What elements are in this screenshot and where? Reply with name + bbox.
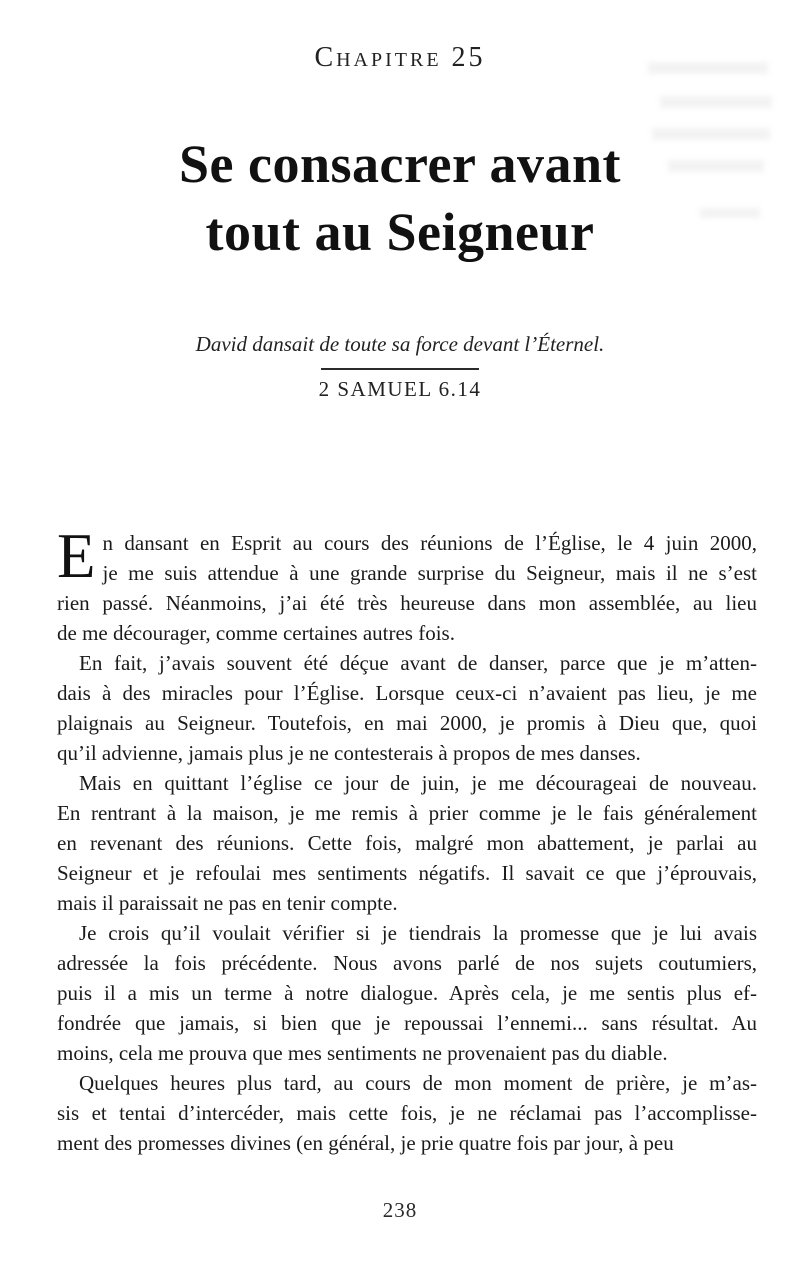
body-line: Mais en quittant l’église ce jour de juin, je me décourageai de nouveau. xyxy=(79,771,757,795)
body-line: adressée la fois précédente. Nous avons parlé de nos sujets coutumiers, xyxy=(57,951,757,975)
show-through-smudge xyxy=(700,208,760,218)
body-line: ment des promesses divines (en général, je prie quatre fois par jour, à peu xyxy=(57,1131,674,1155)
body-line: puis il a mis un terme à notre dialogue. Après cela, je me sentis plus ef- xyxy=(57,981,757,1005)
chapter-title-line-1: Se consacrer avant xyxy=(179,134,621,194)
paragraph xyxy=(57,918,757,1068)
chapter-heading: Chapitre 25 xyxy=(314,42,486,73)
epigraph-source-reference: 2 SAMUEL 6.14 xyxy=(318,377,482,401)
body-line: Je crois qu’il voulait vérifier si je tiendrais la promesse que je lui avais xyxy=(79,921,757,945)
page-number: 238 xyxy=(382,1198,418,1222)
body-line: Seigneur et je refoulai mes sentiments négatifs. Il savait ce que j’éprouvais, xyxy=(57,861,757,885)
body-line: en revenant des réunions. Cette fois, malgré mon abattement, je parlai au xyxy=(57,831,757,855)
body-line: fondrée que jamais, si bien que je repoussai l’ennemi... sans résultat. Au xyxy=(57,1011,757,1035)
body-text xyxy=(57,521,757,1158)
epigraph-verse: David dansait de toute sa force devant l’Éternel. xyxy=(195,332,605,356)
body-line: En fait, j’avais souvent été déçue avant de danser, parce que je m’atten- xyxy=(79,651,757,675)
body-line: n dansant en Esprit au cours des réunions de l’Église, le 4 juin 2000, xyxy=(102,531,757,555)
body-line: sis et tentai d’intercéder, mais cette fois, je ne réclamai pas l’accomplisse- xyxy=(57,1101,757,1125)
body-line: plaignais au Seigneur. Toutefois, en mai 2000, je promis à Dieu que, quoi xyxy=(57,711,757,735)
paragraph xyxy=(57,768,757,918)
show-through-smudge xyxy=(660,96,772,108)
paragraph xyxy=(57,1068,757,1158)
body-line: moins, cela me prouva que mes sentiments ne provenaient pas du diable. xyxy=(57,1041,668,1065)
body-line: En rentrant à la maison, je me remis à prier comme je le fais généralement xyxy=(57,801,757,825)
body-line: rien passé. Néanmoins, j’ai été très heureuse dans mon assemblée, au lieu xyxy=(57,591,757,615)
paragraph xyxy=(57,648,757,768)
chapter-title-line-2: tout au Seigneur xyxy=(205,202,595,262)
body-line: de me décourager, comme certaines autres fois. xyxy=(57,621,455,645)
body-line: qu’il advienne, jamais plus je ne contesterais à propos de mes danses. xyxy=(57,741,641,765)
body-line: dais à des miracles pour l’Église. Lorsque ceux-ci n’avaient pas lieu, je me xyxy=(57,681,757,705)
chapter-title xyxy=(0,130,800,266)
paragraph xyxy=(57,521,757,648)
body-line: Quelques heures plus tard, au cours de mon moment de prière, je m’as- xyxy=(79,1071,757,1095)
show-through-smudge xyxy=(648,62,768,74)
body-line: je me suis attendue à une grande surprise du Seigneur, mais il ne s’est xyxy=(102,561,757,585)
drop-cap: E xyxy=(57,521,96,591)
show-through-smudge xyxy=(668,160,764,172)
epigraph-rule xyxy=(321,368,479,370)
show-through-smudge xyxy=(652,128,770,140)
body-line: mais il paraissait ne pas en tenir compte. xyxy=(57,891,398,915)
